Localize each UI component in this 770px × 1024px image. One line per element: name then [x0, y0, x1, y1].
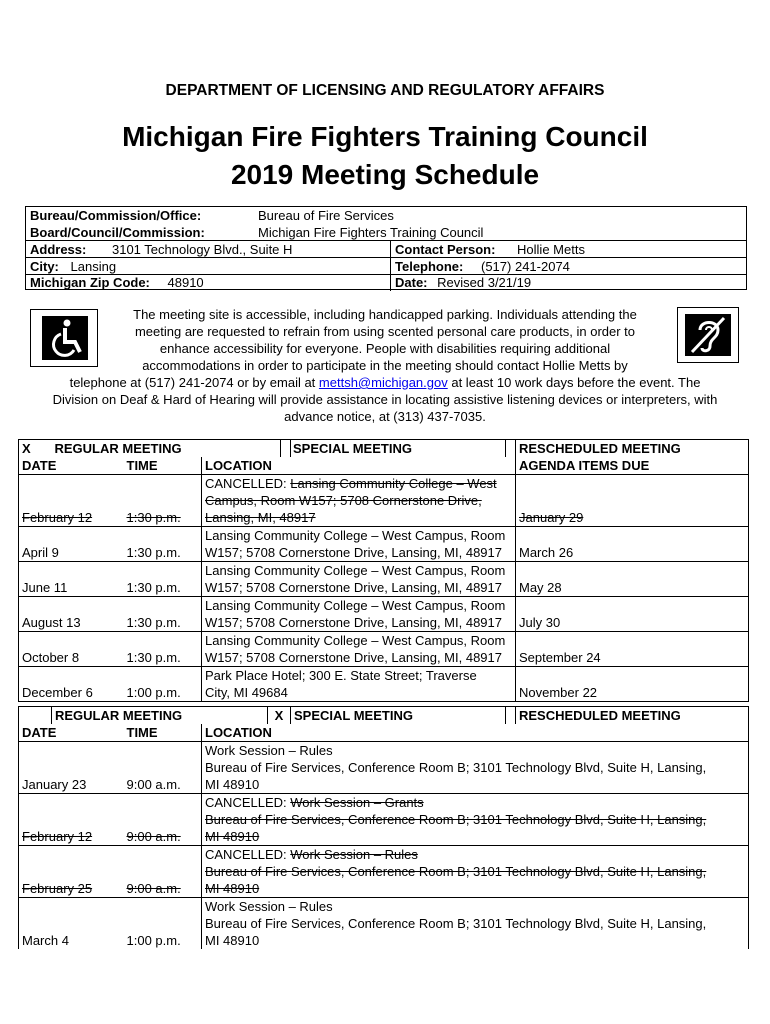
meeting-location	[202, 632, 516, 667]
location-line: Work Session – Rules	[205, 743, 333, 758]
meeting-date: March 4	[19, 898, 124, 950]
board-row	[30, 224, 484, 241]
location-column-header: LOCATION	[202, 724, 749, 742]
contact-value: Hollie Metts	[517, 242, 585, 257]
location-column-header: LOCATION	[202, 457, 506, 475]
agenda-due: November 22	[516, 667, 749, 702]
regular-meeting-label: REGULAR MEETING	[52, 440, 202, 458]
notice-line: enhance accessibility for everyone. People with disabilities requiring additional	[159, 341, 611, 356]
agenda-column-header: AGENDA ITEMS DUE	[516, 457, 749, 475]
location-line: Lansing Community College – West Campus, Room	[205, 563, 506, 578]
board-value: Michigan Fire Fighters Training Council	[258, 225, 484, 240]
meeting-time: 9:00 a.m.	[124, 742, 202, 794]
meeting-time: 1:30 p.m.	[124, 562, 202, 597]
email-link[interactable]: mettsh@michigan.gov	[318, 375, 448, 390]
special-meetings-table	[18, 706, 749, 949]
time-column-header: TIME	[124, 457, 202, 475]
location-line: Lansing, MI, 48917	[205, 510, 316, 525]
meeting-time: 1:00 p.m.	[126, 933, 181, 948]
table-row	[19, 742, 749, 794]
notice-line	[20, 374, 750, 391]
location-line: Lansing Community College – West Campus, Room	[205, 633, 506, 648]
city-row	[30, 258, 116, 275]
board-label: Board/Council/Commission:	[30, 225, 205, 240]
meeting-time: 1:30 p.m.	[124, 632, 202, 667]
zip-value: 48910	[167, 275, 204, 290]
info-box	[25, 206, 747, 290]
meeting-time: 9:00 a.m.	[124, 846, 202, 898]
cancelled-label: CANCELLED:	[205, 795, 291, 810]
meeting-date: January 23	[19, 742, 124, 794]
contact-row	[395, 241, 585, 258]
notice-line: advance notice, at (313) 437-7035.	[284, 409, 486, 424]
meeting-date: February 12	[19, 475, 124, 527]
zip-label: Michigan Zip Code:	[30, 275, 150, 290]
hearing-assistance-icon	[677, 307, 739, 363]
table-row	[19, 898, 749, 950]
location-line: Bureau of Fire Services, Conference Room B; 3101 Technology Blvd, Suite H, Lansing,	[205, 760, 707, 775]
meeting-time: 1:30 p.m.	[124, 475, 202, 527]
meeting-date: February 25	[19, 846, 124, 898]
regular-mark: X	[19, 440, 52, 458]
location-line: MI 48910	[205, 777, 260, 792]
notice-line: Division on Deaf & Hard of Hearing will provide assistance in locating assistive listening devices or interpreters, with	[52, 392, 718, 407]
location-line: Bureau of Fire Services, Conference Room B; 3101 Technology Blvd, Suite H, Lansing,	[205, 864, 707, 879]
date-value: Revised 3/21/19	[437, 275, 532, 290]
meeting-time: 1:30 p.m.	[124, 597, 202, 632]
meeting-date: October 8	[19, 632, 124, 667]
city-value: Lansing	[70, 259, 117, 274]
table-row	[19, 846, 749, 898]
location-line: Work Session – Grants	[290, 795, 424, 810]
location-line: City, MI 49684	[205, 685, 288, 700]
location-line: Work Session – Rules	[205, 899, 333, 914]
location-line: W157; 5708 Cornerstone Drive, Lansing, MI, 48917	[205, 650, 503, 665]
location-line: Lansing Community College – West Campus, Room	[205, 528, 506, 543]
meeting-date: June 11	[19, 562, 124, 597]
location-line: MI 48910	[205, 829, 260, 844]
location-line: W157; 5708 Cornerstone Drive, Lansing, MI, 48917	[205, 545, 503, 560]
location-line: Lansing Community College – West	[290, 476, 497, 491]
meeting-location	[202, 475, 516, 527]
special-mark	[281, 440, 291, 458]
table-row	[19, 475, 749, 527]
meeting-location	[202, 846, 749, 898]
notice-text: at least 10 work days before the event. The	[447, 375, 701, 390]
agenda-due: March 26	[516, 527, 749, 562]
time-column-header: TIME	[124, 724, 202, 742]
meeting-location	[202, 562, 516, 597]
table-row	[19, 562, 749, 597]
location-line: MI 48910	[205, 881, 260, 896]
bureau-label: Bureau/Commission/Office:	[30, 208, 202, 223]
agenda-due: May 28	[516, 562, 749, 597]
location-line: Bureau of Fire Services, Conference Room B; 3101 Technology Blvd, Suite H, Lansing,	[205, 812, 707, 827]
bureau-row	[30, 207, 394, 224]
date-label: Date:	[395, 275, 428, 290]
location-line: MI 48910	[205, 933, 260, 948]
regular-mark	[19, 707, 52, 725]
table-row	[19, 667, 749, 702]
location-line: W157; 5708 Cornerstone Drive, Lansing, MI, 48917	[205, 615, 503, 630]
contact-label: Contact Person:	[395, 242, 496, 257]
address-value: 3101 Technology Blvd., Suite H	[111, 242, 293, 257]
zip-row	[30, 274, 204, 291]
meeting-location	[202, 898, 749, 950]
address-row	[30, 241, 292, 258]
special-meeting-label: SPECIAL MEETING	[291, 440, 506, 458]
location-line: Bureau of Fire Services, Conference Room B; 3101 Technology Blvd, Suite H, Lansing,	[205, 916, 707, 931]
cancelled-label: CANCELLED:	[205, 847, 291, 862]
table-row	[19, 794, 749, 846]
accessibility-notice	[20, 306, 750, 425]
regular-meeting-label: REGULAR MEETING	[52, 707, 202, 725]
meeting-date: April 9	[19, 527, 124, 562]
special-mark: X	[268, 707, 291, 725]
notice-text: telephone at (517) 241-2074 or by email at	[69, 375, 319, 390]
address-label: Address:	[30, 242, 87, 257]
page-title	[0, 118, 770, 194]
table-row	[19, 632, 749, 667]
meeting-location	[202, 597, 516, 632]
date-row	[395, 274, 531, 291]
meeting-date: February 12	[19, 794, 124, 846]
meeting-time: 1:00 p.m.	[124, 667, 202, 702]
meeting-date: December 6	[19, 667, 124, 702]
table-row	[19, 527, 749, 562]
location-line: Campus, Room W157; 5708 Cornerstone Drive,	[205, 493, 482, 508]
agenda-due: January 29	[516, 475, 749, 527]
notice-line: accommodations in order to participate in the meeting should contact Hollie Metts by	[142, 358, 628, 373]
meeting-time: 1:30 p.m.	[124, 527, 202, 562]
cancelled-label: CANCELLED:	[205, 476, 291, 491]
location-line: Lansing Community College – West Campus, Room	[205, 598, 506, 613]
city-label: City:	[30, 259, 59, 274]
meeting-location	[202, 742, 749, 794]
department-heading: DEPARTMENT OF LICENSING AND REGULATORY AFFAIRS	[165, 82, 605, 99]
telephone-label: Telephone:	[395, 259, 464, 274]
location-line: W157; 5708 Cornerstone Drive, Lansing, MI, 48917	[205, 580, 503, 595]
telephone-value: (517) 241-2074	[481, 259, 570, 274]
meeting-location	[202, 527, 516, 562]
rescheduled-meeting-label: RESCHEDULED MEETING	[516, 440, 749, 458]
meeting-time: 9:00 a.m.	[124, 794, 202, 846]
rescheduled-meeting-label: RESCHEDULED MEETING	[516, 707, 749, 725]
date-column-header: DATE	[19, 457, 124, 475]
date-column-header: DATE	[19, 724, 124, 742]
bureau-value: Bureau of Fire Services	[258, 208, 394, 223]
meeting-location	[202, 667, 516, 702]
wheelchair-icon	[30, 309, 98, 367]
location-line: Park Place Hotel; 300 E. State Street; Traverse	[205, 668, 477, 683]
telephone-row	[395, 258, 570, 275]
regular-meetings-table	[18, 439, 749, 702]
table-row	[19, 597, 749, 632]
notice-line: meeting are requested to refrain from using scented personal care products, in order to	[134, 324, 636, 339]
meeting-location	[202, 794, 749, 846]
agenda-due: July 30	[516, 597, 749, 632]
meeting-date: August 13	[19, 597, 124, 632]
special-meeting-label: SPECIAL MEETING	[291, 707, 506, 725]
location-line: Work Session – Rules	[290, 847, 418, 862]
notice-line: The meeting site is accessible, including handicapped parking. Individuals attending the	[133, 307, 637, 322]
agenda-due: September 24	[516, 632, 749, 667]
title-line-1: Michigan Fire Fighters Training Council	[122, 121, 648, 152]
title-line-2: 2019 Meeting Schedule	[230, 159, 540, 190]
